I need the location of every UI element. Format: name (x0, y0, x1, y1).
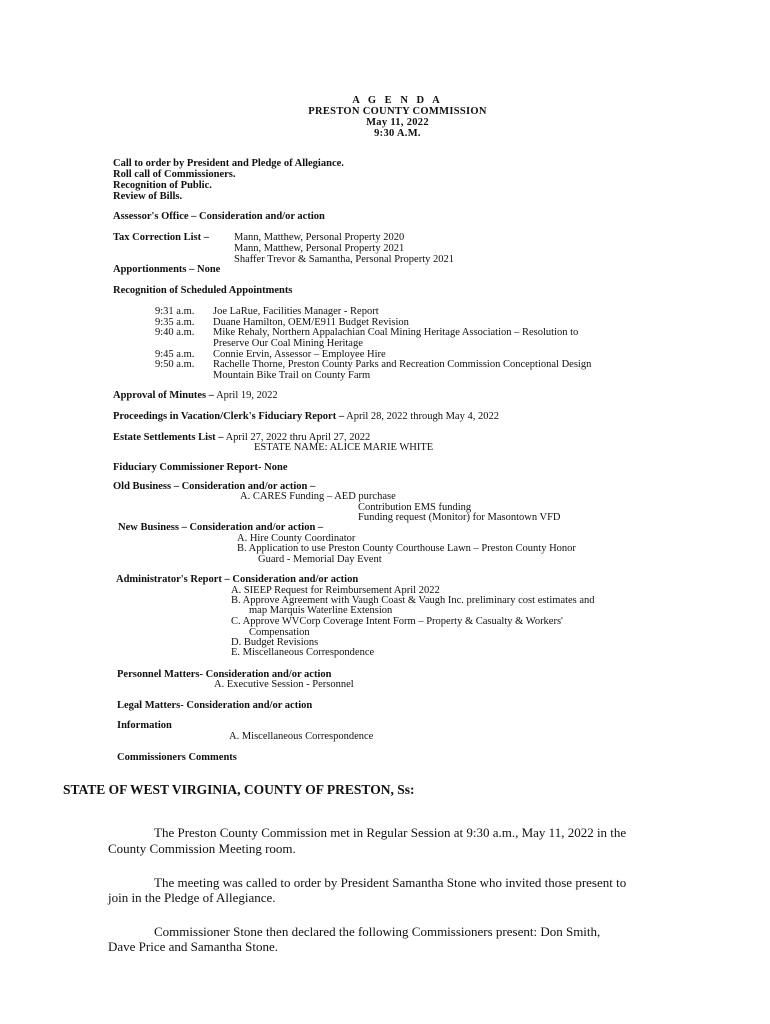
admin-item: A. SIEEP Request for Reimbursement April 2022 (231, 585, 440, 596)
old-business-heading: Old Business – Consideration and/or action – (113, 481, 316, 492)
admin-item: B. Approve Agreement with Vaugh Coast & Vaugh Inc. preliminary cost estimates and (231, 595, 595, 606)
old-business-item: A. CARES Funding – AED purchase (240, 491, 396, 502)
admin-item-cont: map Marquis Waterline Extension (249, 605, 393, 616)
admin-item: C. Approve WVCorp Coverage Intent Form – Property & Casualty & Workers' (231, 616, 563, 627)
estate-label: Estate Settlements List – (113, 432, 224, 443)
opening-line: Review of Bills. (113, 191, 183, 202)
new-business-item: A. Hire County Coordinator (237, 533, 356, 544)
appointment-time: 9:31 a.m. (155, 306, 195, 317)
paragraph-line: The meeting was called to order by President Samantha Stone who invited those present to (154, 875, 627, 890)
appointment-text: Duane Hamilton, OEM/E911 Budget Revision (213, 317, 409, 328)
paragraph-line: County Commission Meeting room. (108, 841, 296, 856)
admin-item: E. Miscellaneous Correspondence (231, 647, 375, 658)
estate-range: April 27, 2022 thru April 27, 2022 (225, 432, 371, 443)
information-item: A. Miscellaneous Correspondence (229, 731, 374, 742)
paragraph-line: join in the Pledge of Allegiance. (108, 890, 276, 905)
assessor-heading: Assessor's Office – Consideration and/or action (113, 211, 325, 222)
old-business-item: Contribution EMS funding (358, 502, 472, 513)
tax-correction-item: Shaffer Trevor & Samantha, Personal Property 2021 (234, 254, 454, 265)
opening-line: Recognition of Public. (113, 180, 212, 191)
opening-line: Call to order by President and Pledge of Allegiance. (113, 158, 344, 169)
appointment-time: 9:35 a.m. (155, 317, 195, 328)
tax-correction-item: Mann, Matthew, Personal Property 2020 (234, 232, 405, 243)
org-name: PRESTON COUNTY COMMISSION (308, 106, 487, 117)
appointment-text: Mike Rehaly, Northern Appalachian Coal Mining Heritage Association – Resolution to (213, 327, 579, 338)
appointment-text: Connie Ervin, Assessor – Employee Hire (213, 349, 386, 360)
paragraph-line: Commissioner Stone then declared the following Commissioners present: Don Smith, (154, 924, 601, 939)
information-heading: Information (117, 720, 172, 731)
meeting-date: May 11, 2022 (366, 117, 429, 128)
scheduled-heading: Recognition of Scheduled Appointments (113, 285, 293, 296)
appointment-text: Rachelle Thorne, Preston County Parks and Recreation Commission Conceptional Design (213, 359, 592, 370)
apportionments: Apportionments – None (113, 264, 221, 275)
new-business-item: B. Application to use Preston County Courthouse Lawn – Preston County Honor (237, 543, 576, 554)
paragraph-line: The Preston County Commission met in Regular Session at 9:30 a.m., May 11, 2022 in the (154, 825, 627, 840)
appointment-text-cont: Preserve Our Coal Mining Heritage (213, 338, 363, 349)
agenda-title: A G E N D A (352, 95, 443, 106)
state-heading: STATE OF WEST VIRGINIA, COUNTY OF PRESTON, Ss: (63, 782, 415, 797)
tax-correction-item: Mann, Matthew, Personal Property 2021 (234, 243, 405, 254)
appointment-time: 9:40 a.m. (155, 327, 195, 338)
paragraph-line: Dave Price and Samantha Stone. (108, 939, 279, 954)
tax-correction-label: Tax Correction List – (113, 232, 209, 243)
admin-item-cont: Compensation (249, 627, 310, 638)
appointment-time: 9:50 a.m. (155, 359, 195, 370)
approval-of-minutes (113, 390, 278, 402)
proceedings-range: April 28, 2022 through May 4, 2022 (346, 411, 499, 422)
opening-line: Roll call of Commissioners. (113, 169, 236, 180)
commissioners-comments: Commissioners Comments (117, 752, 237, 763)
old-business-item: Funding request (Monitor) for Masontown VFD (358, 512, 561, 523)
minutes-label: Approval of Minutes – (113, 390, 215, 401)
new-business-heading: New Business – Consideration and/or action – (118, 522, 324, 533)
admin-heading: Administrator's Report – Consideration and/or action (116, 574, 359, 585)
appointment-time: 9:45 a.m. (155, 349, 195, 360)
fiduciary-report: Fiduciary Commissioner Report- None (113, 462, 288, 473)
personnel-item: A. Executive Session - Personnel (214, 679, 354, 690)
proceedings (113, 411, 499, 423)
legal-heading: Legal Matters- Consideration and/or action (117, 700, 313, 711)
meeting-time: 9:30 A.M. (374, 128, 421, 139)
proceedings-label: Proceedings in Vacation/Clerk's Fiduciary Report – (113, 411, 345, 422)
new-business-item-cont: Guard - Memorial Day Event (258, 554, 382, 565)
admin-item: D. Budget Revisions (231, 637, 319, 648)
appointment-text: Joe LaRue, Facilities Manager - Report (213, 306, 379, 317)
appointment-text-cont: Mountain Bike Trail on County Farm (213, 370, 371, 381)
personnel-heading: Personnel Matters- Consideration and/or action (117, 669, 332, 680)
minutes-date: April 19, 2022 (216, 390, 278, 401)
estate-name: ESTATE NAME: ALICE MARIE WHITE (254, 442, 434, 453)
